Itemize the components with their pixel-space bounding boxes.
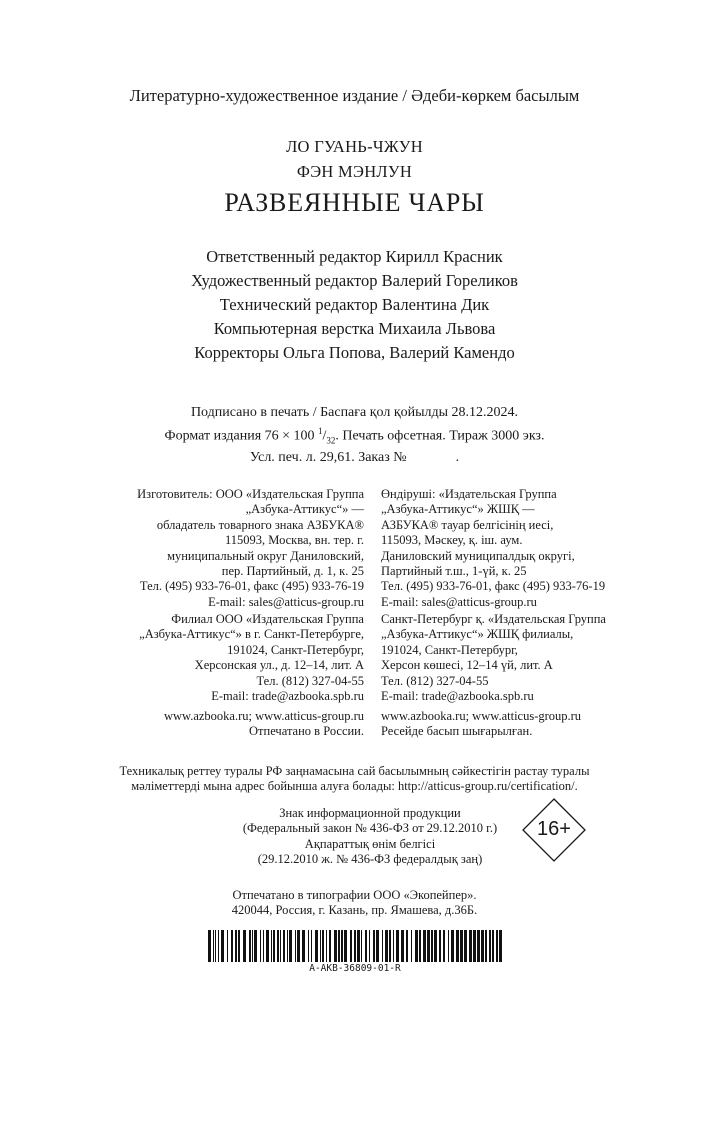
format-prefix: Формат издания 76 × 100 [164,428,319,444]
branch-ru-line: „Азбука-Аттикус“» в г. Санкт-Петербурге, [139,627,364,642]
barcode-bar [273,930,275,962]
barcode-bar [308,930,309,962]
manufacturer-kz-line: Даниловский муниципалдық округі, [381,548,575,563]
manufacturer-kz-line: Партийный т.ш., 1-үй, к. 25 [381,564,527,579]
manufacturer-ru [137,487,364,610]
branch-ru-line: E-mail: trade@azbooka.spb.ru [211,689,364,704]
barcode-bar [434,930,437,962]
barcode-bar [411,930,412,962]
branch-ru-line: 191024, Санкт-Петербург, [227,642,364,657]
barcode-bar [451,930,454,962]
barcode-bar [277,930,279,962]
book-title: РАЗВЕЯННЫЕ ЧАРЫ [224,188,485,217]
barcode-bar [456,930,459,962]
barcode-bar [350,930,352,962]
info-sign-line: Знак информационной продукции [279,806,461,820]
barcode-graphic [208,930,502,962]
barcode-bar [341,930,343,962]
branch-ru-line: Херсонская ул., д. 12–14, лит. А [194,658,364,673]
barcode-bar [419,930,421,962]
manufacturer-kz-line: 115093, Мәскеу, қ. іш. аум. [381,533,523,548]
barcode-bar [208,930,211,962]
barcode-bar [283,930,285,962]
web-ru [164,709,364,740]
barcode-bar [361,930,362,962]
web-kz [381,709,581,740]
print-sheets-line: Усл. печ. л. 29,61. Заказ № . [249,450,460,466]
manufacturer-ru-line: „Азбука-Аттикус“» — [245,502,364,517]
branch-kz-line: Херсон көшесі, 12–14 үй, лит. А [381,658,553,673]
barcode-bar [238,930,240,962]
credit-line: Технический редактор Валентина Дик [219,295,490,314]
barcode-bar [365,930,367,962]
age-rating-badge [522,798,586,862]
barcode-bar [287,930,288,962]
barcode-bar [448,930,449,962]
barcode-bar [401,930,404,962]
format-fraction-den: 32 [326,435,336,446]
barcode-bar [485,930,487,962]
barcode-bar [280,930,281,962]
manufacturer-ru-line: обладатель товарного знака АЗБУКА® [156,517,364,532]
barcode-bar [271,930,272,962]
branch-ru-line: Тел. (812) 327-04-55 [256,673,364,688]
barcode-bar [322,930,324,962]
barcode-bar [326,930,327,962]
barcode-bar [499,930,502,962]
web-kz-line: Ресейде басып шығарылған. [381,724,533,739]
barcode-bar [266,930,269,962]
credit-line: Компьютерная верстка Михаила Львова [213,319,496,338]
manufacturer-ru-line: Изготовитель: ООО «Издательская Группа [137,487,364,501]
barcode-bar [338,930,340,962]
barcode-bar [218,930,219,962]
manufacturer-ru-line: пер. Партийный, д. 1, к. 25 [221,564,364,579]
barcode-bar [489,930,491,962]
barcode-bar [389,930,391,962]
barcode-bar [477,930,480,962]
manufacturer-ru-line: муниципальный округ Даниловский, [167,548,364,563]
barcode-bar [249,930,251,962]
author-1: ЛО ГУАНЬ-ЧЖУН [286,137,423,156]
manufacturer-ru-line: 115093, Москва, вн. тер. г. [224,533,364,548]
age-rating-text: 16+ [537,818,571,840]
info-sign-line: Ақпараттық өнім белгісі [304,836,436,851]
editorial-credits [0,245,709,365]
info-product-sign [225,806,515,868]
branch-kz-line: Санкт-Петербург қ. «Издательская Группа [381,612,606,626]
manufacturer-kz [381,487,605,610]
barcode-bar [334,930,337,962]
barcode-bar [297,930,300,962]
credit-line: Художественный редактор Валерий Гореликов [191,271,518,290]
barcode-bar [254,930,257,962]
info-sign-line: (Федеральный закон № 436-ФЗ от 29.12.2010 г.) [242,821,498,836]
certification-line: мәліметтерді мына адрес бойынша алуға болады: http://atticus-group.ru/certification/. [131,779,578,794]
barcode-bar [227,930,228,962]
barcode-bar [221,930,224,962]
barcode-bar [393,930,394,962]
barcode-bar [320,930,321,962]
printer-line: Отпечатано в типографии ООО «Экопейпер». [232,888,477,902]
barcode-bar [376,930,379,962]
barcode-bar [231,930,233,962]
barcode-code: A-AKB-36809-01-R [309,963,401,974]
barcode-bar [460,930,463,962]
branch-ru-line: Филиал ООО «Издательская Группа [171,612,364,626]
print-format-line: Формат издания 76 × 100 $^1/_{32}$. Печать офсетная. Тираж 3000 экз. [164,426,545,446]
barcode-bar [289,930,292,962]
author-2: ФЭН МЭНЛУН [296,162,413,181]
barcode-bar [464,930,467,962]
barcode-bar [260,930,261,962]
barcode-bar [439,930,441,962]
format-fraction-num: 1 [318,426,323,436]
barcode-bar [329,930,331,962]
barcode-bar [243,930,246,962]
print-info [0,404,709,467]
barcode-bar [315,930,318,962]
barcode-bar [481,930,484,962]
manufacturer-kz-line: Тел. (495) 933-76-01, факс (495) 933-76-19 [381,579,606,594]
branch-kz-line: „Азбука-Аттикус“» ЖШҚ филиалы, [381,627,574,642]
barcode-bar [385,930,388,962]
barcode-bar [406,930,408,962]
barcode-bar [311,930,312,962]
barcode-bar [382,930,383,962]
manufacturer-kz-line: „Азбука-Аттикус“» ЖШҚ — [381,502,535,517]
manufacturer-kz-line: Өндіруші: «Издательская Группа [381,487,557,501]
barcode-bar [415,930,418,962]
edition-type: Литературно-художественное издание / Әдеби-көркем басылым [129,86,580,105]
printer-line: 420044, Россия, г. Казань, пр. Ямашева, д.36Б. [231,903,478,918]
branch-kz-line: Тел. (812) 327-04-55 [381,673,489,688]
barcode-bar [213,930,214,962]
info-sign-line: (29.12.2010 ж. № 436-ФЗ федералдық заң) [257,852,483,867]
barcode-bar [427,930,430,962]
barcode-bar [252,930,253,962]
barcode-bar [295,930,296,962]
barcode-bar [302,930,305,962]
certification-notice [0,764,709,795]
barcode-bar [373,930,375,962]
barcode-bar [423,930,426,962]
format-suffix: . Печать офсетная. Тираж 3000 экз. [335,428,545,444]
barcode-bar [344,930,347,962]
barcode-bar [431,930,433,962]
barcode-bar [396,930,399,962]
barcode-bar [354,930,356,962]
printer-info [0,888,709,919]
barcode-bar [473,930,476,962]
branch-kz-line: 191024, Санкт-Петербург, [381,642,518,657]
barcode-bar [357,930,360,962]
branch-kz-line: E-mail: trade@azbooka.spb.ru [381,689,534,704]
branch-kz [381,612,606,704]
credit-line: Корректоры Ольга Попова, Валерий Камендо [194,343,515,362]
barcode-bar [496,930,498,962]
manufacturer-kz-line: АЗБУКА® тауар белгісінің иесі, [381,517,554,532]
certification-line: Техникалық реттеу туралы РФ заңнамасына сай басылымның сәйкестігін растау туралы [119,764,590,778]
branch-ru [139,612,364,704]
barcode-bar [263,930,264,962]
barcode-bar [443,930,445,962]
credit-line: Ответственный редактор Кирилл Красник [206,247,503,266]
barcode-bar [369,930,370,962]
barcode-bar [469,930,472,962]
web-kz-line: www.azbooka.ru; www.atticus-group.ru [381,709,582,723]
manufacturer-ru-line: E-mail: sales@atticus-group.ru [208,594,364,609]
barcode-bar [492,930,494,962]
barcode-bar [235,930,237,962]
print-signed-line: Подписано в печать / Баспаға қол қойылды 28.12.2024. [190,405,519,420]
manufacturer-ru-line: Тел. (495) 933-76-01, факс (495) 933-76-19 [139,579,364,594]
barcode-bar [215,930,216,962]
manufacturer-kz-line: E-mail: sales@atticus-group.ru [381,594,537,609]
web-ru-line: Отпечатано в России. [249,724,364,739]
web-ru-line: www.azbooka.ru; www.atticus-group.ru [163,709,364,723]
